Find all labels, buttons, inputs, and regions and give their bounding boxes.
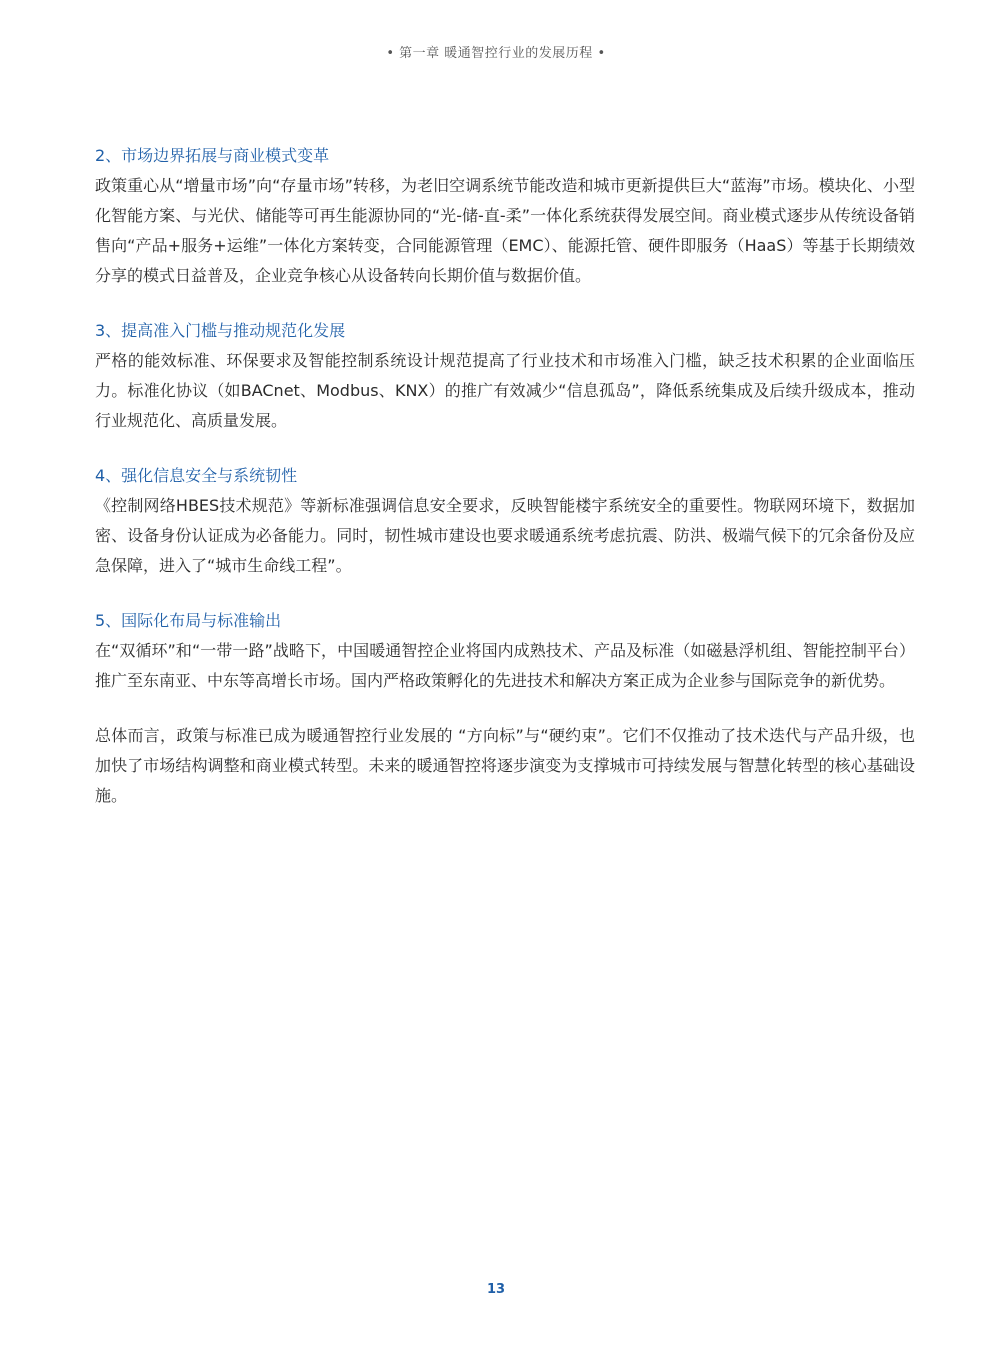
page-content: [95, 141, 915, 811]
summary-paragraph: 总体而言，政策与标准已成为暖通智控行业发展的 “方向标”与“硬约束”。它们不仅推动了技术迭代与产品升级，也加快了市场结构调整和商业模式转型。未来的暖通智控将逐步演变为支撑城市可持续发展与智慧化转型的核心基础设施。: [95, 726, 915, 805]
section-body: 严格的能效标准、环保要求及智能控制系统设计规范提高了行业技术和市场准入门槛，缺乏技术积累的企业面临压力。标准化协议（如BACnet、Modbus、KNX）的推广有效减少“信息孤岛”，降低系统集成及后续升级成本，推动行业规范化、高质量发展。: [95, 351, 915, 430]
section-heading: 3、提高准入门槛与推动规范化发展: [95, 321, 346, 340]
section-market-boundary: [95, 141, 915, 291]
section-body: 《控制网络HBES技术规范》等新标准强调信息安全要求，反映智能楼宇系统安全的重要性。物联网环境下，数据加密、设备身份认证成为必备能力。同时，韧性城市建设也要求暖通系统考虑抗震、防洪、极端气候下的冗余备份及应急保障，进入了“城市生命线工程”。: [95, 496, 915, 575]
section-heading: 5、国际化布局与标准输出: [95, 611, 282, 630]
section-heading: 4、强化信息安全与系统韧性: [95, 466, 298, 485]
section-info-security: [95, 461, 915, 581]
section-body: 政策重心从“增量市场”向“存量市场”转移，为老旧空调系统节能改造和城市更新提供巨大“蓝海”市场。模块化、小型化智能方案、与光伏、储能等可再生能源协同的“光-储-直-柔”一体化系统获得发展空间。商业模式逐步从传统设备销售向“产品+服务+运维”一体化方案转变，合同能源管理（EMC）、能源托管、硬件即服务（HaaS）等基于长期绩效分享的模式日益普及，企业竞争核心从设备转向长期价值与数据价值。: [95, 176, 915, 285]
page-number: 13: [486, 1282, 506, 1297]
section-entry-threshold: [95, 316, 915, 436]
running-header: • 第一章 暖通智控行业的发展历程 •: [386, 46, 606, 61]
section-internationalization: [95, 606, 915, 696]
section-heading: 2、市场边界拓展与商业模式变革: [95, 146, 330, 165]
section-body: 在“双循环”和“一带一路”战略下，中国暖通智控企业将国内成熟技术、产品及标准（如磁悬浮机组、智能控制平台）推广至东南亚、中东等高增长市场。国内严格政策孵化的先进技术和解决方案正成为企业参与国际竞争的新优势。: [95, 641, 915, 690]
